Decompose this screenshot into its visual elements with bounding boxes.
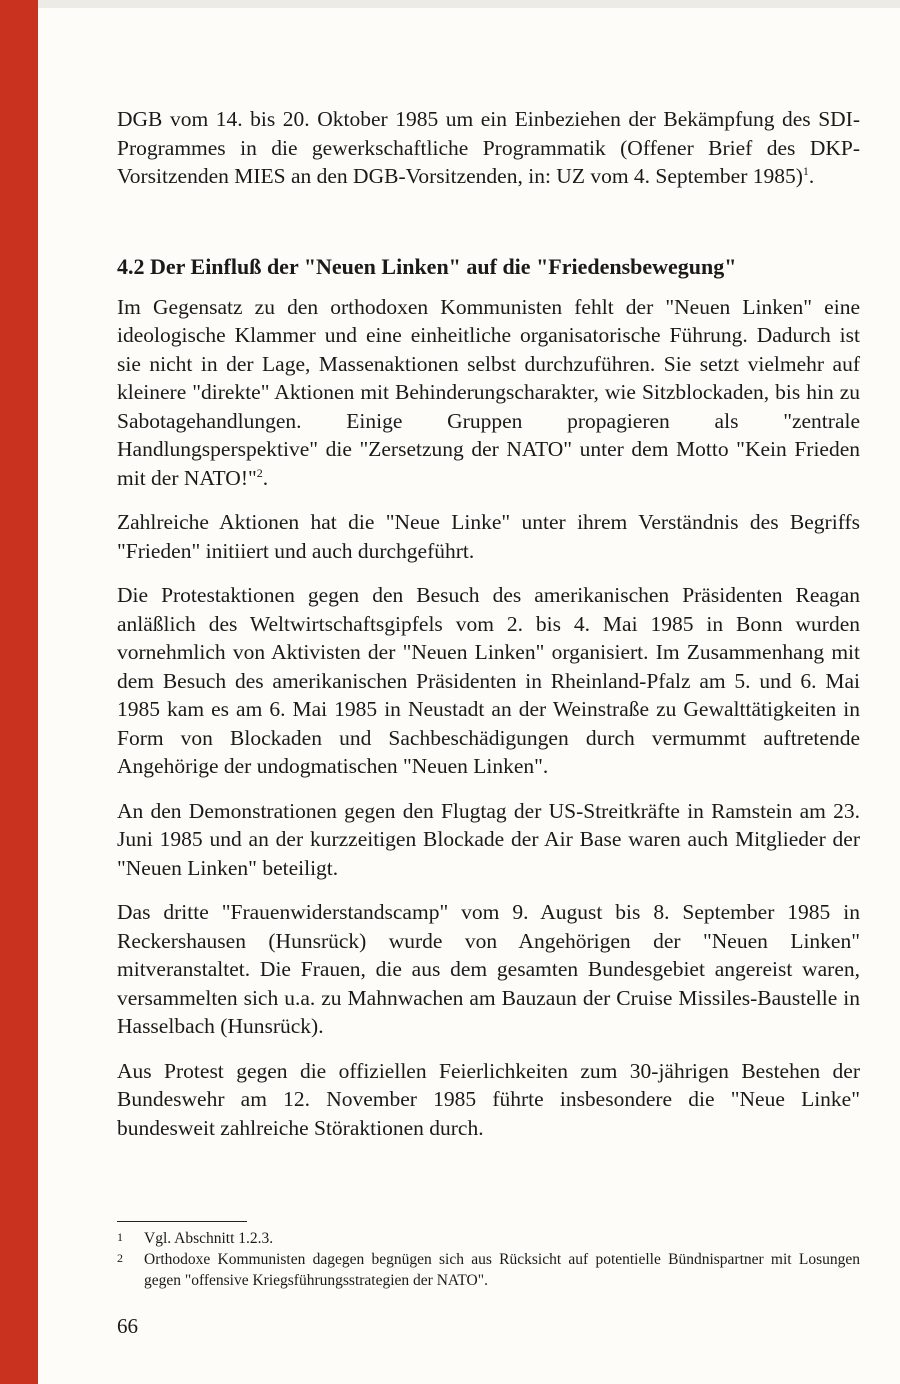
footnote-ref-2: 2	[256, 465, 263, 480]
footnote-1	[117, 1228, 860, 1249]
footnote-2-text: Orthodoxe Kommunisten dagegen begnügen sich aus Rücksicht auf potentielle Bündnispartner mit Losungen gegen "offensive Kriegsführungsstrategien der NATO".	[144, 1251, 860, 1289]
continuation-text: DGB vom 14. bis 20. Oktober 1985 um ein Einbeziehen der Bekämpfung des SDI-Programmes in die gewerkschaftliche Programmatik (Offener Brief des DKP-Vorsitzenden MIES an den DGB-Vorsitzenden, in: UZ vom 4. September 1985)	[117, 107, 860, 188]
continuation-end: .	[808, 164, 815, 188]
paragraph-4: An den Demonstrationen gegen den Flugtag der US-Streitkräfte in Ramstein am 23. Juni 1985 und an der kurzzeitigen Blockade der Air Base waren auch Mitglieder der "Neuen Linken" beteiligt.	[117, 798, 860, 880]
footnotes	[117, 1228, 860, 1291]
footnote-separator	[117, 1221, 247, 1222]
footnote-1-text: Vgl. Abschnitt 1.2.3.	[144, 1230, 274, 1247]
paragraph-1-text: Im Gegensatz zu den orthodoxen Kommunisten fehlt der "Neuen Linken" eine ideologische Klammer und eine einheitliche organisatorische Führung. Dadurch ist sie nicht in der Lage, Massenaktionen selbst durchzuführen. Sie setzt vielmehr auf kleinere "direkte" Aktionen mit Behinderungscharakter, wie Sitzblockaden, bis hin zu Sabotagehandlungen. Einige Gruppen propagieren als "zentrale Handlungsperspektive" die "Zersetzung der NATO" unter dem Motto "Kein Frieden mit der NATO!"	[117, 294, 860, 490]
section-heading: 4.2 Der Einfluß der "Neuen Linken" auf die "Friedensbewegung"	[117, 253, 737, 279]
footnote-1-number: 1	[117, 1230, 123, 1244]
page-number: 66	[117, 1314, 138, 1338]
footnote-2-number: 2	[117, 1251, 123, 1265]
top-scan-shade	[38, 0, 900, 8]
paragraph-3: Die Protestaktionen gegen den Besuch des amerikanischen Präsidenten Reagan anläßlich des Weltwirtschaftsgipfels vom 2. bis 4. Mai 1985 in Bonn wurden vornehmlich von Aktivisten der "Neuen Linken" organisiert. Im Zusammenhang mit dem Besuch des amerikanischen Präsidenten in Rheinland-Pfalz am 5. und 6. Mai 1985 kam es am 6. Mai 1985 in Neustadt an der Weinstraße zu Gewalttätigkeiten in Form von Blockaden und Sachbeschädigungen durch vermummt auftretende Angehörige der undogmatischen "Neuen Linken".	[117, 583, 860, 778]
page-content	[117, 105, 860, 1158]
paragraph-6: Aus Protest gegen die offiziellen Feierlichkeiten zum 30-jährigen Bestehen der Bundeswehr am 12. November 1985 führte insbesondere die "Neue Linke" bundesweit zahlreiche Störaktionen durch.	[117, 1058, 860, 1140]
footnote-2	[117, 1249, 860, 1291]
paragraph-2: Zahlreiche Aktionen hat die "Neue Linke" unter ihrem Verständnis des Begriffs "Frieden" initiiert und auch durchgeführt.	[117, 510, 860, 563]
paragraph-1	[117, 293, 860, 493]
paragraph-1-end: .	[262, 465, 269, 490]
paragraph-5: Das dritte "Frauenwiderstandscamp" vom 9. August bis 8. September 1985 in Reckershausen (Hunsrück) wurde von Angehörigen der "Neuen Linken" mitveranstaltet. Die Frauen, die aus dem gesamten Bundesgebiet angereist waren, versammelten sich u.a. zu Mahnwachen am Bauzaun der Cruise Missiles-Baustelle in Hasselbach (Hunsrück).	[117, 900, 860, 1038]
continuation-paragraph	[117, 105, 860, 191]
page-edge-red-band	[0, 0, 38, 1384]
footnote-ref-1: 1	[802, 163, 809, 178]
